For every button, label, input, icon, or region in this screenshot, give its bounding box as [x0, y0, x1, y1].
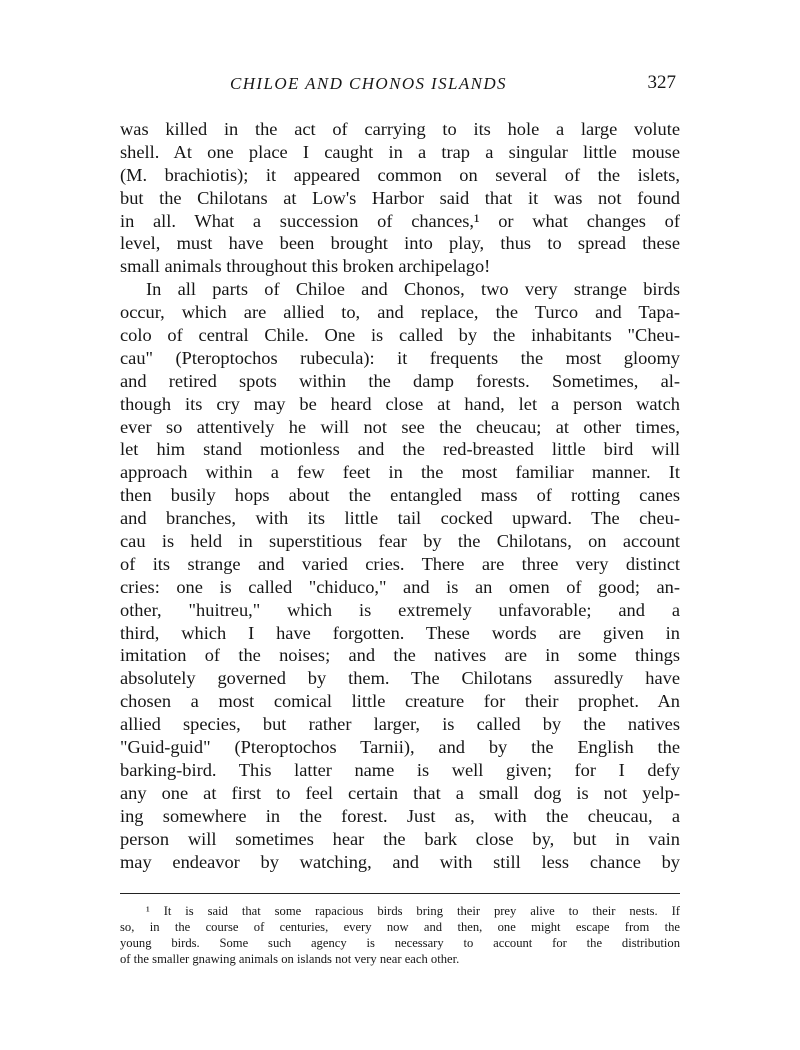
- body-line: may endeavor by watching, and with still less chance by: [120, 851, 680, 872]
- body-line: small animals throughout this broken archipelago!: [120, 256, 491, 277]
- footnotes: [120, 903, 680, 967]
- body-line: was killed in the act of carrying to its hole a large volute: [120, 119, 680, 139]
- running-title: CHILOE AND CHONOS ISLANDS: [230, 74, 507, 93]
- footnote-divider: [120, 893, 680, 894]
- body-line: of its strange and varied cries. There are three very distinct: [120, 553, 680, 574]
- body-line: and branches, with its little tail cocked upward. The cheu-: [120, 508, 680, 529]
- footnote-line: young birds. Some such agency is necessary to account for the distribution: [120, 936, 680, 950]
- body-line: then busily hops about the entangled mass of rotting canes: [120, 485, 680, 506]
- body-line: let him stand motionless and the red-breasted little bird will: [120, 439, 680, 460]
- footnote-line: ¹ It is said that some rapacious birds bring their prey alive to their nests. If: [146, 904, 680, 918]
- body-line: cau" (Pteroptochos rubecula): it frequents the most gloomy: [120, 347, 680, 368]
- body-line: and retired spots within the damp forests. Sometimes, al-: [120, 370, 680, 391]
- body-line: level, must have been brought into play, thus to spread these: [120, 233, 680, 254]
- footnote-line: of the smaller gnawing animals on islands not very near each other.: [120, 952, 460, 966]
- body-line: barking-bird. This latter name is well given; for I defy: [120, 759, 680, 780]
- body-line: though its cry may be heard close at hand, let a person watch: [120, 393, 680, 414]
- body-line: ever so attentively he will not see the cheucau; at other times,: [120, 416, 680, 437]
- body-line: other, "huitreu," which is extremely unfavorable; and a: [120, 599, 680, 620]
- page-number: 327: [647, 72, 676, 93]
- body-line: ing somewhere in the forest. Just as, with the cheucau, a: [120, 805, 680, 826]
- body-line: (M. brachiotis); it appeared common on several of the islets,: [120, 164, 680, 185]
- running-head: [118, 74, 682, 104]
- body-line: cau is held in superstitious fear by the Chilotans, on account: [120, 531, 680, 552]
- body-line: person will sometimes hear the bark close by, but in vain: [120, 828, 680, 849]
- body-line: imitation of the noises; and the natives are in some things: [120, 645, 680, 666]
- body-line: in all. What a succession of chances,¹ or what changes of: [120, 210, 680, 231]
- body-line: colo of central Chile. One is called by the inhabitants "Cheu-: [120, 325, 680, 346]
- body-text: [120, 118, 680, 873]
- footnote-line: so, in the course of centuries, every now and then, one might escape from the: [120, 920, 680, 934]
- body-line: third, which I have forgotten. These words are given in: [120, 622, 680, 643]
- body-line: allied species, but rather larger, is called by the natives: [120, 714, 680, 735]
- body-line: In all parts of Chiloe and Chonos, two very strange birds: [146, 279, 680, 300]
- body-line: but the Chilotans at Low's Harbor said that it was not found: [120, 187, 680, 208]
- body-line: absolutely governed by them. The Chilotans assuredly have: [120, 668, 680, 689]
- body-line: occur, which are allied to, and replace, the Turco and Tapa-: [120, 302, 680, 323]
- body-line: cries: one is called "chiduco," and is an omen of good; an-: [120, 576, 680, 597]
- body-line: approach within a few feet in the most familiar manner. It: [120, 462, 680, 483]
- body-line: any one at first to feel certain that a small dog is not yelp-: [120, 782, 680, 803]
- body-line: chosen a most comical little creature for their prophet. An: [120, 691, 680, 712]
- body-line: "Guid-guid" (Pteroptochos Tarnii), and by the English the: [120, 737, 680, 758]
- body-line: shell. At one place I caught in a trap a singular little mouse: [120, 141, 680, 162]
